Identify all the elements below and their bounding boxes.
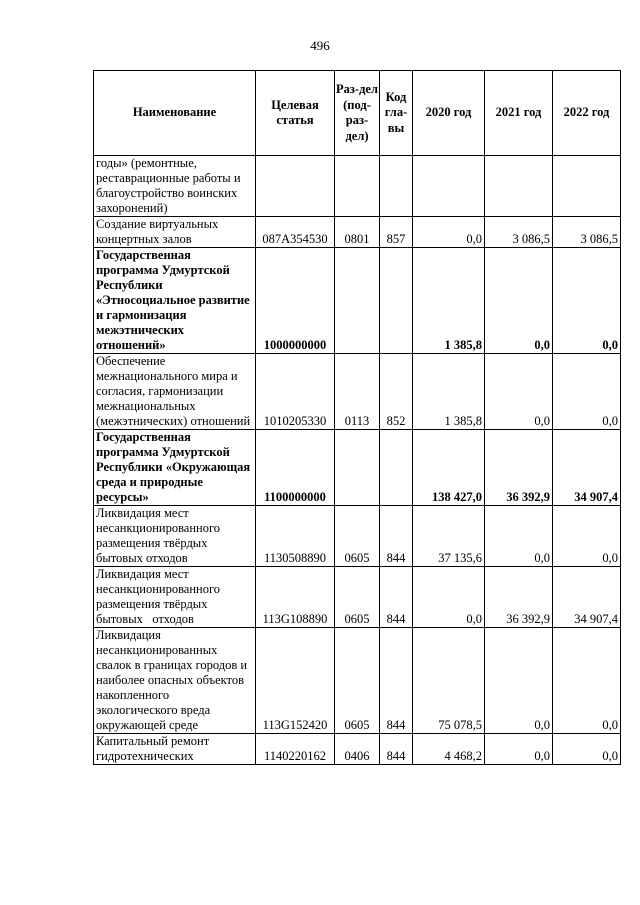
row-name: Создание виртуальных концертных залов	[94, 217, 256, 248]
header-section: Раз-дел (под-раз-дел)	[335, 71, 380, 156]
row-chapter	[380, 430, 413, 506]
table-row	[94, 430, 621, 506]
row-target: 1010205330	[256, 354, 335, 430]
row-name: Ликвидация несанкционированных свалок в границах городов и наиболее опасных объектов накопленного экологического вреда окружающей среде	[94, 628, 256, 734]
header-2020: 2020 год	[413, 71, 485, 156]
row-2021	[485, 156, 553, 217]
row-target: 1130508890	[256, 506, 335, 567]
row-2021: 36 392,9	[485, 567, 553, 628]
row-chapter: 857	[380, 217, 413, 248]
table-row	[94, 354, 621, 430]
row-name: Капитальный ремонт гидротехнических	[94, 734, 256, 765]
row-chapter: 852	[380, 354, 413, 430]
row-name: Ликвидация мест несанкционированного размещения твёрдых бытовых отходов	[94, 567, 256, 628]
table-row	[94, 156, 621, 217]
table-row	[94, 248, 621, 354]
row-2022: 0,0	[553, 248, 621, 354]
row-2021: 36 392,9	[485, 430, 553, 506]
row-2021: 3 086,5	[485, 217, 553, 248]
row-target: 1140220162	[256, 734, 335, 765]
row-2022: 34 907,4	[553, 430, 621, 506]
row-2020: 0,0	[413, 567, 485, 628]
table-row	[94, 628, 621, 734]
row-2021: 0,0	[485, 354, 553, 430]
row-2021: 0,0	[485, 734, 553, 765]
row-2022: 34 907,4	[553, 567, 621, 628]
row-2020: 0,0	[413, 217, 485, 248]
table-row	[94, 734, 621, 765]
header-2022: 2022 год	[553, 71, 621, 156]
row-2020	[413, 156, 485, 217]
row-2021: 0,0	[485, 248, 553, 354]
header-target: Целевая статья	[256, 71, 335, 156]
row-2022: 3 086,5	[553, 217, 621, 248]
row-section: 0113	[335, 354, 380, 430]
row-section: 0801	[335, 217, 380, 248]
row-name: Ликвидация мест несанкционированного размещения твёрдых бытовых отходов	[94, 506, 256, 567]
row-section	[335, 248, 380, 354]
row-2020: 1 385,8	[413, 248, 485, 354]
row-2022: 0,0	[553, 506, 621, 567]
row-target: 113G152420	[256, 628, 335, 734]
row-2022: 0,0	[553, 734, 621, 765]
row-section: 0605	[335, 628, 380, 734]
row-chapter	[380, 156, 413, 217]
budget-table	[93, 70, 621, 765]
row-2020: 1 385,8	[413, 354, 485, 430]
row-target: 113G108890	[256, 567, 335, 628]
row-section: 0605	[335, 567, 380, 628]
row-chapter: 844	[380, 628, 413, 734]
row-name: годы» (ремонтные, реставрационные работы и благоустройство воинских захоронений)	[94, 156, 256, 217]
header-chapter: Код гла-вы	[380, 71, 413, 156]
row-2022: 0,0	[553, 628, 621, 734]
row-chapter	[380, 248, 413, 354]
row-2020: 37 135,6	[413, 506, 485, 567]
table-row	[94, 506, 621, 567]
row-2022	[553, 156, 621, 217]
row-target: 1000000000	[256, 248, 335, 354]
row-section	[335, 430, 380, 506]
table-header-row	[94, 71, 621, 156]
row-section: 0406	[335, 734, 380, 765]
row-target	[256, 156, 335, 217]
row-name: Государственная программа Удмуртской Республики «Этносоциальное развитие и гармонизация межэтнических отношений»	[94, 248, 256, 354]
row-section	[335, 156, 380, 217]
header-2021: 2021 год	[485, 71, 553, 156]
row-2020: 4 468,2	[413, 734, 485, 765]
row-2020: 75 078,5	[413, 628, 485, 734]
row-chapter: 844	[380, 734, 413, 765]
row-2021: 0,0	[485, 628, 553, 734]
row-chapter: 844	[380, 506, 413, 567]
table-row	[94, 567, 621, 628]
row-target: 1100000000	[256, 430, 335, 506]
header-name: Наименование	[94, 71, 256, 156]
row-2021: 0,0	[485, 506, 553, 567]
page-number: 496	[310, 38, 330, 53]
row-2022: 0,0	[553, 354, 621, 430]
row-name: Обеспечение межнационального мира и согласия, гармонизации межнациональных (межэтнических) отношений	[94, 354, 256, 430]
row-target: 087A354530	[256, 217, 335, 248]
row-2020: 138 427,0	[413, 430, 485, 506]
table-row	[94, 217, 621, 248]
row-chapter: 844	[380, 567, 413, 628]
row-name: Государственная программа Удмуртской Республики «Окружающая среда и природные ресурсы»	[94, 430, 256, 506]
row-section: 0605	[335, 506, 380, 567]
